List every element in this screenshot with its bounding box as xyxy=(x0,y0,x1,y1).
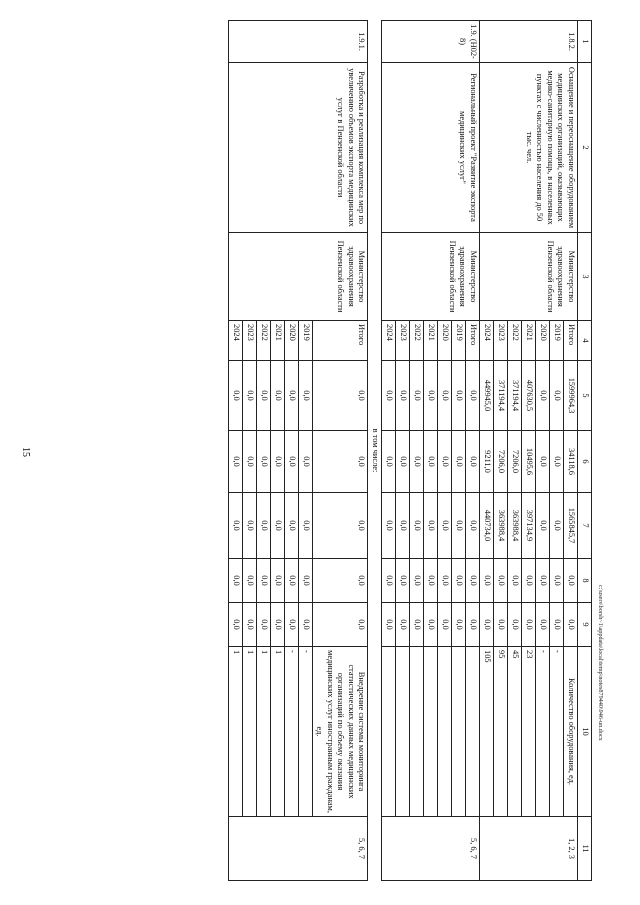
cell-y: 2024 xyxy=(229,321,243,361)
cell-c5: 0,0 xyxy=(536,361,550,431)
cell-c10 xyxy=(396,647,410,817)
cell-c6: 9211,0 xyxy=(480,431,494,493)
cell-y: Итого xyxy=(466,321,480,361)
cell-c6: 0,0 xyxy=(536,431,550,493)
col-header: 10 xyxy=(578,647,592,817)
cell-c5: 0,0 xyxy=(438,361,452,431)
cell-c7: 0,0 xyxy=(550,493,564,559)
cell-c8: 0,0 xyxy=(508,559,522,603)
cell-c9: 0,0 xyxy=(564,603,578,647)
cell-y: 2021 xyxy=(271,321,285,361)
col-header: 1 xyxy=(578,21,592,63)
cell-c8: 0,0 xyxy=(299,559,313,603)
landscape-table-sheet xyxy=(102,20,592,880)
cell-c5: 0,0 xyxy=(299,361,313,431)
cell-c6: 0,0 xyxy=(313,431,369,493)
cell-c10 xyxy=(452,647,466,817)
cell-c10: 1 xyxy=(229,647,243,817)
cell-c9: 0,0 xyxy=(494,603,508,647)
row-name: Оснащение и переоснащение оборудованием медицинских организаций, оказывающих медико-санитарную помощь, в населенных пунктах с численностью населения до 50 тыс. чел. xyxy=(480,63,578,233)
cell-c6: 0,0 xyxy=(271,431,285,493)
cell-y: 2019 xyxy=(452,321,466,361)
cell-c9: 0,0 xyxy=(285,603,299,647)
cell-c5: 407630,5 xyxy=(522,361,536,431)
in-that-number-label: в том числе: xyxy=(368,21,382,881)
cell-c6: 0,0 xyxy=(396,431,410,493)
cell-c7: 0,0 xyxy=(438,493,452,559)
cell-c7: 363988,4 xyxy=(494,493,508,559)
cell-c10: 1 xyxy=(257,647,271,817)
col-header: 5 xyxy=(578,361,592,431)
cell-y: 2020 xyxy=(438,321,452,361)
col-header: 9 xyxy=(578,603,592,647)
spacer-row xyxy=(368,21,382,881)
row-code: 1.9.1. xyxy=(229,21,369,63)
cell-c9: 0,0 xyxy=(271,603,285,647)
cell-y: 2023 xyxy=(494,321,508,361)
cell-c5: 0,0 xyxy=(466,361,480,431)
cell-c9: 0,0 xyxy=(396,603,410,647)
cell-c5: 0,0 xyxy=(229,361,243,431)
cell-c5: 0,0 xyxy=(313,361,369,431)
file-path-footer: c:\users\borsh~1\appdata\local\temp\notes879440\946-un.docx xyxy=(597,585,604,741)
cell-c7: 0,0 xyxy=(229,493,243,559)
header-row xyxy=(578,21,592,881)
cell-c6: 0,0 xyxy=(410,431,424,493)
cell-y: 2019 xyxy=(299,321,313,361)
cell-c10: - xyxy=(550,647,564,817)
cell-c10 xyxy=(424,647,438,817)
cell-c6: 0,0 xyxy=(550,431,564,493)
cell-c9: 0,0 xyxy=(480,603,494,647)
col-header: 8 xyxy=(578,559,592,603)
cell-c9: 0,0 xyxy=(522,603,536,647)
cell-c6: 0,0 xyxy=(257,431,271,493)
cell-c8: 0,0 xyxy=(564,559,578,603)
cell-c6: 0,0 xyxy=(285,431,299,493)
cell-c7: 0,0 xyxy=(536,493,550,559)
cell-c5: 0,0 xyxy=(410,361,424,431)
table-row xyxy=(564,21,578,881)
cell-c10: 1 xyxy=(271,647,285,817)
cell-y: 2020 xyxy=(536,321,550,361)
cell-c8: 0,0 xyxy=(466,559,480,603)
cell-c8: 0,0 xyxy=(438,559,452,603)
cell-c7: 0,0 xyxy=(257,493,271,559)
cell-c6: 0,0 xyxy=(229,431,243,493)
row-name: Региональный проект "Развитие экспорта медицинских услуг" xyxy=(382,63,480,233)
row-code: 1.9. (Н02-8) xyxy=(382,21,480,63)
cell-c7: 363988,4 xyxy=(508,493,522,559)
cell-c6: 0,0 xyxy=(243,431,257,493)
cell-c9: 0,0 xyxy=(452,603,466,647)
cell-c10: 1 xyxy=(243,647,257,817)
cell-c10: - xyxy=(536,647,550,817)
table-row xyxy=(313,21,369,881)
cell-c7: 0,0 xyxy=(466,493,480,559)
cell-c5: 0,0 xyxy=(285,361,299,431)
cell-c7: 1565845,7 xyxy=(564,493,578,559)
cell-c9: 0,0 xyxy=(229,603,243,647)
row-indicator xyxy=(466,647,480,817)
cell-c6: 0,0 xyxy=(299,431,313,493)
cell-c8: 0,0 xyxy=(480,559,494,603)
cell-c8: 0,0 xyxy=(285,559,299,603)
cell-c8: 0,0 xyxy=(522,559,536,603)
cell-y: 2020 xyxy=(285,321,299,361)
cell-y: 2021 xyxy=(424,321,438,361)
page-number: 15 xyxy=(20,447,31,457)
cell-c6: 10495,6 xyxy=(522,431,536,493)
col-header: 2 xyxy=(578,63,592,233)
cell-y: 2021 xyxy=(522,321,536,361)
cell-c6: 0,0 xyxy=(438,431,452,493)
cell-c8: 0,0 xyxy=(536,559,550,603)
cell-c9: 0,0 xyxy=(313,603,369,647)
cell-c9: 0,0 xyxy=(424,603,438,647)
cell-c7: 0,0 xyxy=(313,493,369,559)
cell-y: Итого xyxy=(564,321,578,361)
cell-c5: 0,0 xyxy=(452,361,466,431)
cell-c6: 0,0 xyxy=(424,431,438,493)
row-executor: Министерство здравоохранения Пензенской области xyxy=(480,233,578,321)
cell-c6: 0,0 xyxy=(466,431,480,493)
cell-c8: 0,0 xyxy=(410,559,424,603)
cell-c10 xyxy=(410,647,424,817)
cell-c10: - xyxy=(285,647,299,817)
row-indicator: Внедрение системы мониторинга статистических данных медицинских организаций по объему оказания медицинских услуг иностранным гражданам, ед. xyxy=(313,647,369,817)
table-body xyxy=(229,21,592,881)
cell-c5: 0,0 xyxy=(257,361,271,431)
row-indicator: Количество оборудования, ед. xyxy=(564,647,578,817)
cell-c6: 0,0 xyxy=(452,431,466,493)
cell-c9: 0,0 xyxy=(550,603,564,647)
cell-c9: 0,0 xyxy=(508,603,522,647)
cell-c9: 0,0 xyxy=(536,603,550,647)
cell-c8: 0,0 xyxy=(229,559,243,603)
cell-c10: 45 xyxy=(508,647,522,817)
cell-y: 2024 xyxy=(382,321,396,361)
cell-c7: 0,0 xyxy=(285,493,299,559)
cell-c9: 0,0 xyxy=(438,603,452,647)
cell-c9: 0,0 xyxy=(243,603,257,647)
cell-c8: 0,0 xyxy=(550,559,564,603)
row-link: 5, 6, 7 xyxy=(382,817,480,881)
row-code: 1.8.2. xyxy=(480,21,578,63)
cell-y: Итого xyxy=(313,321,369,361)
cell-c8: 0,0 xyxy=(271,559,285,603)
cell-c9: 0,0 xyxy=(257,603,271,647)
cell-c9: 0,0 xyxy=(299,603,313,647)
cell-c8: 0,0 xyxy=(243,559,257,603)
row-executor: Министерство здравоохранения Пензенской области xyxy=(229,233,369,321)
row-link: 5, 6, 7 xyxy=(229,817,369,881)
cell-c7: 0,0 xyxy=(410,493,424,559)
cell-c7: 397134,9 xyxy=(522,493,536,559)
cell-c5: 449945,0 xyxy=(480,361,494,431)
cell-y: 2019 xyxy=(550,321,564,361)
cell-c7: 0,0 xyxy=(299,493,313,559)
cell-c5: 0,0 xyxy=(396,361,410,431)
cell-c8: 0,0 xyxy=(313,559,369,603)
cell-c9: 0,0 xyxy=(466,603,480,647)
cell-c6: 0,0 xyxy=(382,431,396,493)
cell-c7: 0,0 xyxy=(424,493,438,559)
cell-c6: 7206,0 xyxy=(508,431,522,493)
cell-c8: 0,0 xyxy=(424,559,438,603)
cell-c10: 105 xyxy=(480,647,494,817)
cell-c5: 0,0 xyxy=(382,361,396,431)
program-table xyxy=(228,20,592,881)
cell-c5: 371194,4 xyxy=(494,361,508,431)
cell-y: 2022 xyxy=(257,321,271,361)
cell-c6: 34118,6 xyxy=(564,431,578,493)
cell-c10 xyxy=(382,647,396,817)
cell-c7: 0,0 xyxy=(452,493,466,559)
cell-c8: 0,0 xyxy=(452,559,466,603)
cell-c7: 0,0 xyxy=(271,493,285,559)
row-executor: Министерство здравоохранения Пензенской области xyxy=(382,233,480,321)
cell-c10 xyxy=(438,647,452,817)
cell-c8: 0,0 xyxy=(382,559,396,603)
col-header: 3 xyxy=(578,233,592,321)
cell-c7: 440734,0 xyxy=(480,493,494,559)
col-header: 7 xyxy=(578,493,592,559)
cell-c5: 371194,4 xyxy=(508,361,522,431)
cell-c8: 0,0 xyxy=(257,559,271,603)
cell-c5: 0,0 xyxy=(243,361,257,431)
cell-c5: 0,0 xyxy=(271,361,285,431)
cell-c10: 95 xyxy=(494,647,508,817)
col-header: 4 xyxy=(578,321,592,361)
cell-y: 2022 xyxy=(508,321,522,361)
cell-c7: 0,0 xyxy=(396,493,410,559)
cell-y: 2023 xyxy=(396,321,410,361)
col-header: 6 xyxy=(578,431,592,493)
table-row xyxy=(466,21,480,881)
cell-c8: 0,0 xyxy=(494,559,508,603)
row-name: Разработка и реализация комплекса мер по увеличению объемов экспорта медицинских услуг в Пензенской области xyxy=(229,63,369,233)
cell-c9: 0,0 xyxy=(382,603,396,647)
cell-c8: 0,0 xyxy=(396,559,410,603)
cell-c10: 23 xyxy=(522,647,536,817)
cell-y: 2023 xyxy=(243,321,257,361)
cell-c5: 0,0 xyxy=(550,361,564,431)
cell-y: 2024 xyxy=(480,321,494,361)
cell-c6: 7206,0 xyxy=(494,431,508,493)
cell-y: 2022 xyxy=(410,321,424,361)
cell-c9: 0,0 xyxy=(410,603,424,647)
cell-c5: 1599964,3 xyxy=(564,361,578,431)
cell-c10: - xyxy=(299,647,313,817)
col-header: 11 xyxy=(578,817,592,881)
row-link: 1, 2, 3 xyxy=(480,817,578,881)
cell-c5: 0,0 xyxy=(424,361,438,431)
cell-c7: 0,0 xyxy=(382,493,396,559)
cell-c7: 0,0 xyxy=(243,493,257,559)
